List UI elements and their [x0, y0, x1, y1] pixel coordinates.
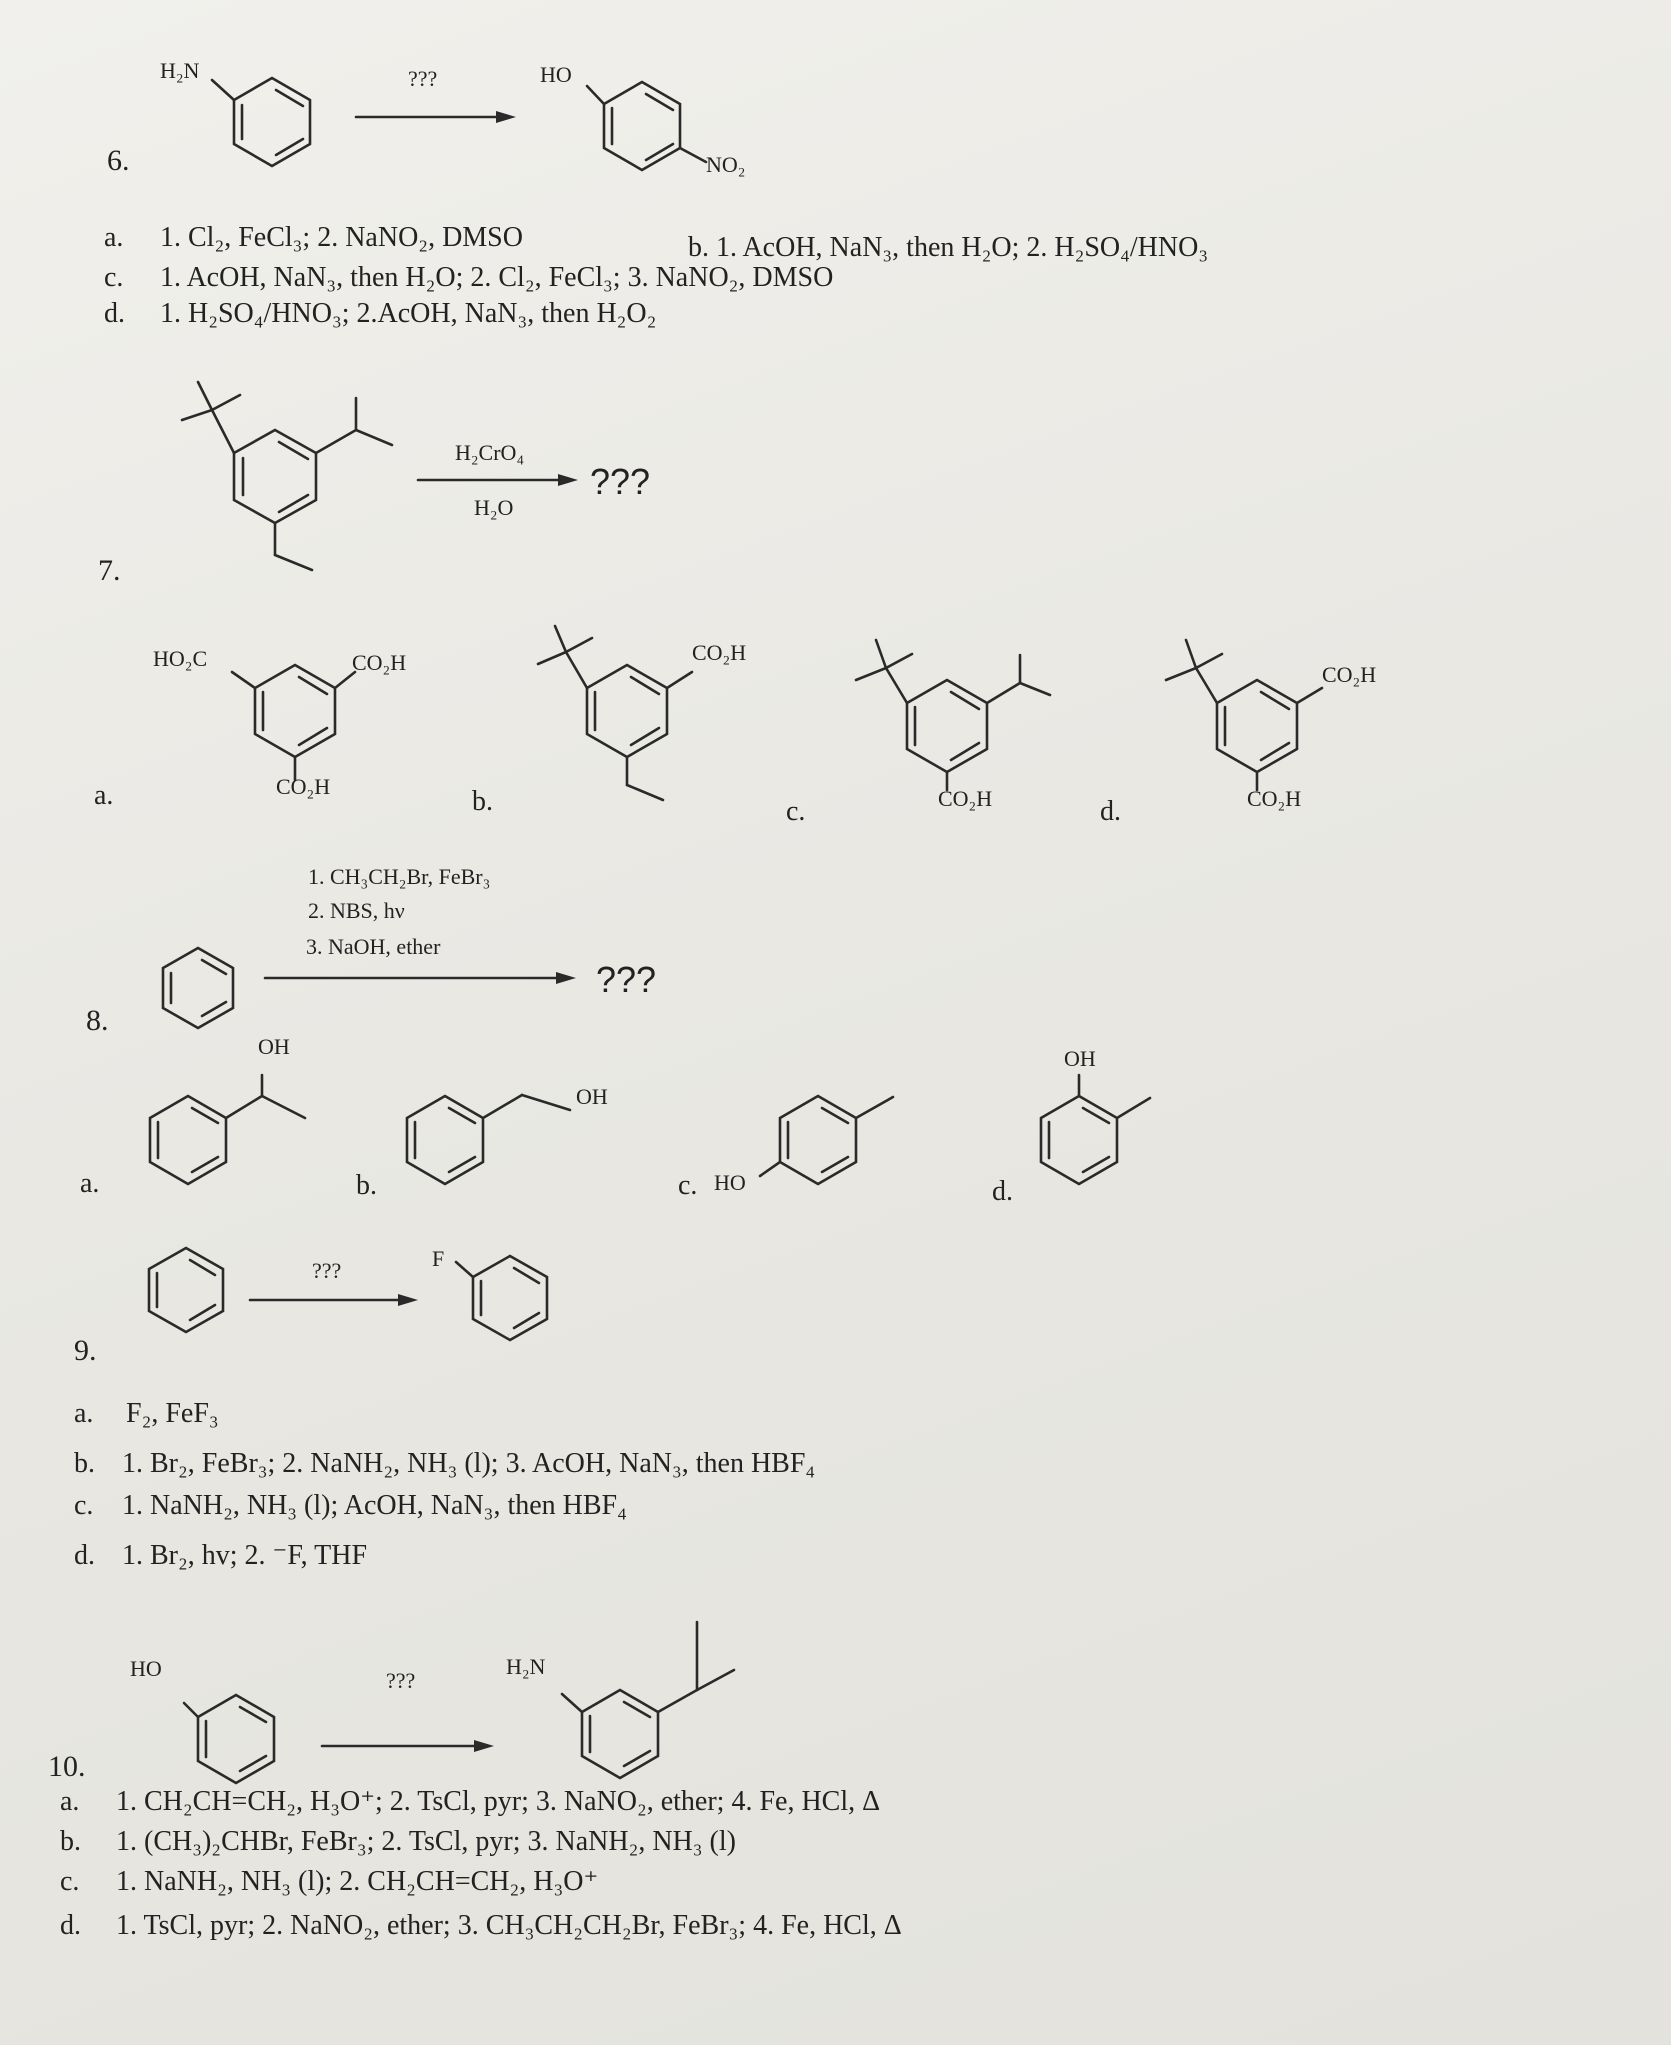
q7-choice-a-structure — [232, 665, 355, 780]
q10-option-a-letter[interactable]: a. — [60, 1786, 80, 1817]
q10-option-b-letter[interactable]: b. — [60, 1826, 81, 1857]
q9-option-a-text: F₂, FeF₃ — [126, 1398, 219, 1429]
q6-option-a-letter[interactable]: a. — [104, 222, 124, 253]
q8-choice-c-structure — [760, 1096, 893, 1184]
q7-choice-c-structure — [856, 640, 1050, 790]
q7-choice-a-letter[interactable]: a. — [94, 780, 114, 811]
q6-nitro-label: NO₂ — [706, 152, 746, 177]
q6-option-a-text: 1. Cl₂, FeCl₃; 2. NaNO₂, DMSO — [160, 222, 523, 253]
q7-choice-a-group-2: CO₂H — [352, 650, 407, 675]
q6-option-d-text: 1. H₂SO₄/HNO₃; 2.AcOH, NaN₃, then H₂O₂ — [160, 298, 657, 329]
q6-reagent-unknown: ??? — [408, 66, 438, 91]
q9-option-b-text: 1. Br₂, FeBr₃; 2. NaNH₂, NH₃ (l); 3. AcOH, NaN₃, then HBF₄ — [122, 1448, 816, 1479]
q7-reagent-top: H₂CrO₄ — [455, 440, 525, 465]
q8-choice-c-group: HO — [714, 1170, 746, 1195]
q8-number: 8. — [86, 1004, 109, 1037]
q6-product-structure — [587, 82, 706, 170]
q9-benzene-structure — [149, 1248, 223, 1332]
q6-number: 6. — [107, 144, 130, 177]
q10-option-b-text: 1. (CH₃)₂CHBr, FeBr₃; 2. TsCl, pyr; 3. NaNH₂, NH₃ (l) — [116, 1826, 736, 1857]
q8-choice-d-letter[interactable]: d. — [992, 1176, 1013, 1207]
q8-step-1: 1. CH₃CH₂Br, FeBr₃ — [308, 864, 491, 889]
q10-product-structure — [562, 1622, 734, 1778]
q8-choice-c-letter[interactable]: c. — [678, 1170, 698, 1201]
q10-option-c-text: 1. NaNH₂, NH₃ (l); 2. CH₂CH=CH₂, H₃O⁺ — [116, 1866, 599, 1897]
q7-reaction-arrow — [418, 474, 578, 486]
q8-reaction-arrow — [265, 972, 576, 984]
q8-choice-b-letter[interactable]: b. — [356, 1170, 377, 1201]
q6-aniline-structure — [212, 78, 310, 166]
q9-option-d-text: 1. Br₂, hv; 2. ⁻F, THF — [122, 1540, 368, 1571]
q9-option-a-letter[interactable]: a. — [74, 1398, 94, 1429]
q7-choice-d-structure — [1166, 640, 1322, 790]
q8-step-3: 3. NaOH, ether — [306, 934, 441, 959]
q9-option-b-letter[interactable]: b. — [74, 1448, 95, 1479]
q8-choice-b-group: OH — [576, 1084, 608, 1109]
q7-reagent-bottom: H₂O — [474, 495, 514, 520]
q10-option-a-text: 1. CH₂CH=CH₂, H₃O⁺; 2. TsCl, pyr; 3. NaNO₂, ether; 4. Fe, HCl, Δ — [116, 1786, 881, 1817]
q8-choice-b-structure — [407, 1095, 570, 1184]
q7-choice-b-group-1: CO₂H — [692, 640, 747, 665]
q7-choice-c-letter[interactable]: c. — [786, 796, 806, 827]
q10-number: 10. — [48, 1750, 86, 1783]
q8-product-unknown: ??? — [596, 959, 657, 1000]
q9-option-d-letter[interactable]: d. — [74, 1540, 95, 1571]
q9-reaction-arrow — [250, 1294, 418, 1306]
q8-choice-a-group: OH — [258, 1034, 290, 1059]
q10-option-d-text: 1. TsCl, pyr; 2. NaNO₂, ether; 3. CH₃CH₂CH₂Br, FeBr₃; 4. Fe, HCl, Δ — [116, 1910, 902, 1941]
q9-product-structure — [456, 1256, 547, 1340]
q6-option-d-letter[interactable]: d. — [104, 298, 125, 329]
q8-choice-a-structure — [150, 1075, 305, 1184]
q7-choice-d-letter[interactable]: d. — [1100, 796, 1121, 827]
q6-option-c-text: 1. AcOH, NaN₃, then H₂O; 2. Cl₂, FeCl₃; 3. NaNO₂, DMSO — [160, 262, 834, 293]
q9-option-c-letter[interactable]: c. — [74, 1490, 94, 1521]
q6-option-c-letter[interactable]: c. — [104, 262, 124, 293]
q10-option-d-letter[interactable]: d. — [60, 1910, 81, 1941]
q8-step-2: 2. NBS, hν — [308, 898, 405, 923]
q8-choice-d-group: OH — [1064, 1046, 1096, 1071]
q10-amine-label: H₂N — [506, 1654, 546, 1679]
q10-option-c-letter[interactable]: c. — [60, 1866, 80, 1897]
q8-choice-d-structure — [1041, 1075, 1150, 1184]
q7-choice-a-group-3: CO₂H — [276, 774, 331, 799]
q9-reagent-unknown: ??? — [312, 1258, 342, 1283]
q7-choice-b-structure — [538, 626, 692, 800]
q7-choice-d-group-2: CO₂H — [1247, 786, 1302, 811]
q7-number: 7. — [98, 554, 121, 587]
q9-number: 9. — [74, 1334, 97, 1367]
q6-amine-label: H₂N — [160, 58, 200, 83]
q9-option-c-text: 1. NaNH₂, NH₃ (l); AcOH, NaN₃, then HBF₄ — [122, 1490, 627, 1521]
q8-choice-a-letter[interactable]: a. — [80, 1168, 100, 1199]
q6-option-b-text[interactable]: b. 1. AcOH, NaN₃, then H₂O; 2. H₂SO₄/HNO₃ — [688, 232, 1209, 263]
q7-choice-b-letter[interactable]: b. — [472, 786, 493, 817]
q10-phenol-structure — [184, 1695, 274, 1783]
q9-fluoro-label: F — [432, 1246, 445, 1271]
q7-choice-a-group-1: HO₂C — [153, 646, 208, 671]
q8-benzene-structure — [163, 948, 233, 1028]
q6-reaction-arrow — [356, 111, 516, 123]
q7-product-unknown: ??? — [590, 461, 651, 502]
q10-hydroxyl-label: HO — [130, 1656, 162, 1681]
q6-hydroxyl-label: HO — [540, 62, 572, 87]
q10-reagent-unknown: ??? — [386, 1668, 416, 1693]
q7-choice-c-group-1: CO₂H — [938, 786, 993, 811]
q10-reaction-arrow — [322, 1740, 494, 1752]
q7-starting-structure — [182, 382, 392, 570]
q7-choice-d-group-1: CO₂H — [1322, 662, 1377, 687]
